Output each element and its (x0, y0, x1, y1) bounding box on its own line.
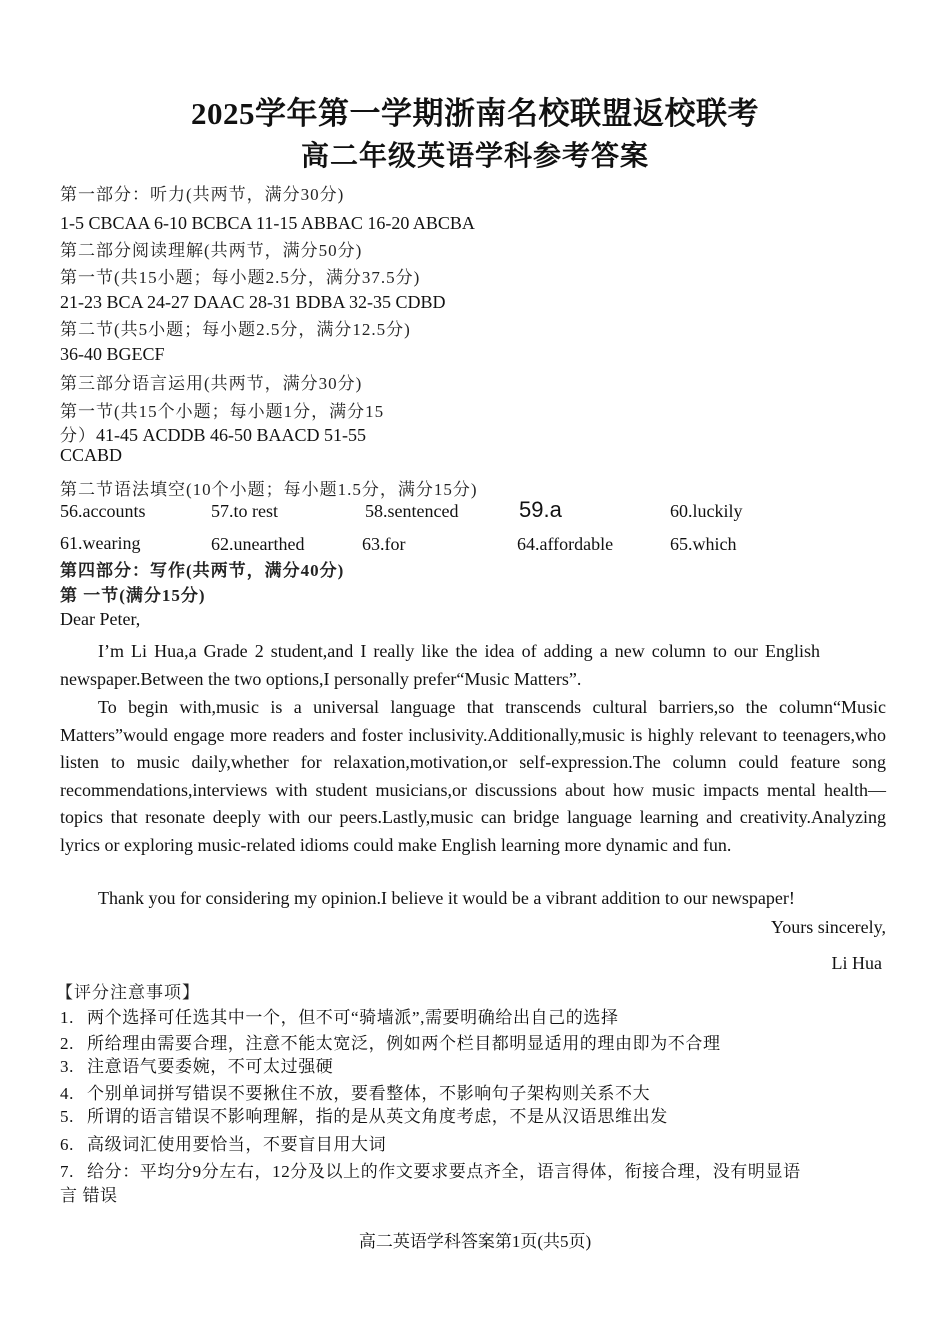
scoring-note-1: 1. 两个选择可任选其中一个，但不可“骑墙派”,需要明确给出自己的选择 (60, 1008, 619, 1027)
part1-heading: 第一部分：听力(共两节，满分30分) (60, 185, 345, 204)
scoring-note-7: 7. 给分：平均分9分左右，12分及以上的作文要求要点齐全，语言得体，衔接合理，没有明显语 (60, 1162, 801, 1181)
scoring-note-7-cont: 言 错误 (60, 1186, 118, 1205)
grammar-answer-56: 56.accounts (60, 501, 146, 521)
part2-section1-heading: 第一节(共15小题；每小题2.5分，满分37.5分) (60, 268, 421, 287)
essay-signature: Li Hua (831, 953, 882, 973)
part4-section1-heading: 第 一节(满分15分) (60, 586, 206, 605)
scoring-notes-heading: 【评分注意事项】 (56, 983, 200, 1002)
scoring-note-3: 3. 注意语气要委婉，不可太过强硬 (60, 1057, 334, 1076)
part4-heading: 第四部分：写作(共两节，满分40分) (60, 561, 345, 580)
part3-section1-answers-cont: CCABD (60, 445, 123, 465)
page-footer: 高二英语学科答案第1页(共5页) (358, 1232, 592, 1251)
grammar-answer-65: 65.which (670, 534, 737, 554)
part3-section1-heading-tail: 分） (60, 426, 96, 445)
grammar-answer-59: 59.a (519, 497, 562, 522)
scoring-note-6: 6. 高级词汇使用要恰当，不要盲目用大词 (60, 1135, 387, 1154)
part3-section1-heading: 第一节(共15个小题；每小题1分，满分15 (60, 402, 385, 421)
grammar-answer-60: 60.luckily (670, 501, 743, 521)
part1-answers: 1-5 CBCAA 6-10 BCBCA 11-15 ABBAC 16-20 ABCBA (60, 213, 475, 233)
scoring-note-5: 5. 所谓的语言错误不影响理解，指的是从英文角度考虑，不是从汉语思维出发 (60, 1107, 668, 1126)
grammar-answer-63: 63.for (362, 534, 406, 554)
part3-section1-answers-line (60, 421, 366, 446)
grammar-answer-61: 61.wearing (60, 533, 141, 553)
part3-heading: 第三部分语言运用(共两节，满分30分) (60, 374, 363, 393)
part2-heading: 第二部分阅读理解(共两节，满分50分) (60, 241, 363, 260)
grammar-answer-62: 62.unearthed (211, 534, 305, 554)
part2-section2-heading: 第二节(共5小题；每小题2.5分，满分12.5分) (60, 320, 411, 339)
essay-paragraph-3: Thank you for considering my opinion.I believe it would be a vibrant addition to our newspaper! (98, 888, 795, 908)
essay-paragraph-2: To begin with,music is a universal language that transcends cultural barriers,so the column“Music Matters”would engage more readers and foster inclusivity.Additionally,music is highly relevant to teenagers,who listen to music daily,whether for relaxation,motivation,or self-expression.The column could feature song recommendations,interviews with student musicians,or discussions about how music impacts mental health—topics that resonate deeply with our peers.Lastly,music can bridge language learning and creativity.Analyzing lyrics or exploring music-related idioms could make English learning more dynamic and fun. (60, 697, 886, 855)
essay-salutation: Dear Peter, (60, 609, 141, 629)
document-title: 2025学年第一学期浙南名校联盟返校联考 (191, 96, 759, 131)
part3-section2-heading: 第二节语法填空(10个小题；每小题1.5分，满分15分) (60, 480, 478, 499)
grammar-answer-58: 58.sentenced (365, 501, 459, 521)
scoring-note-4: 4. 个别单词拼写错误不要揪住不放，要看整体，不影响句子架构则关系不大 (60, 1084, 651, 1103)
essay-paragraph-1: I’m Li Hua,a Grade 2 student,and I really like the idea of adding a new column to our English newspaper.Between the two options,I personally prefer“Music Matters”. (60, 641, 820, 689)
part2-section2-answers: 36-40 BGECF (60, 344, 165, 364)
essay-closing: Yours sincerely, (771, 917, 886, 937)
grammar-answer-64: 64.affordable (517, 534, 614, 554)
document-subtitle: 高二年级英语学科参考答案 (300, 141, 649, 172)
grammar-answer-57: 57.to rest (211, 501, 278, 521)
scoring-note-2: 2. 所给理由需要合理，注意不能太宽泛，例如两个栏目都明显适用的理由即为不合理 (60, 1034, 721, 1053)
part2-section1-answers: 21-23 BCA 24-27 DAAC 28-31 BDBA 32-35 CDBD (60, 292, 446, 312)
part3-section1-answers: 41-45 ACDDB 46-50 BAACD 51-55 (96, 425, 366, 445)
